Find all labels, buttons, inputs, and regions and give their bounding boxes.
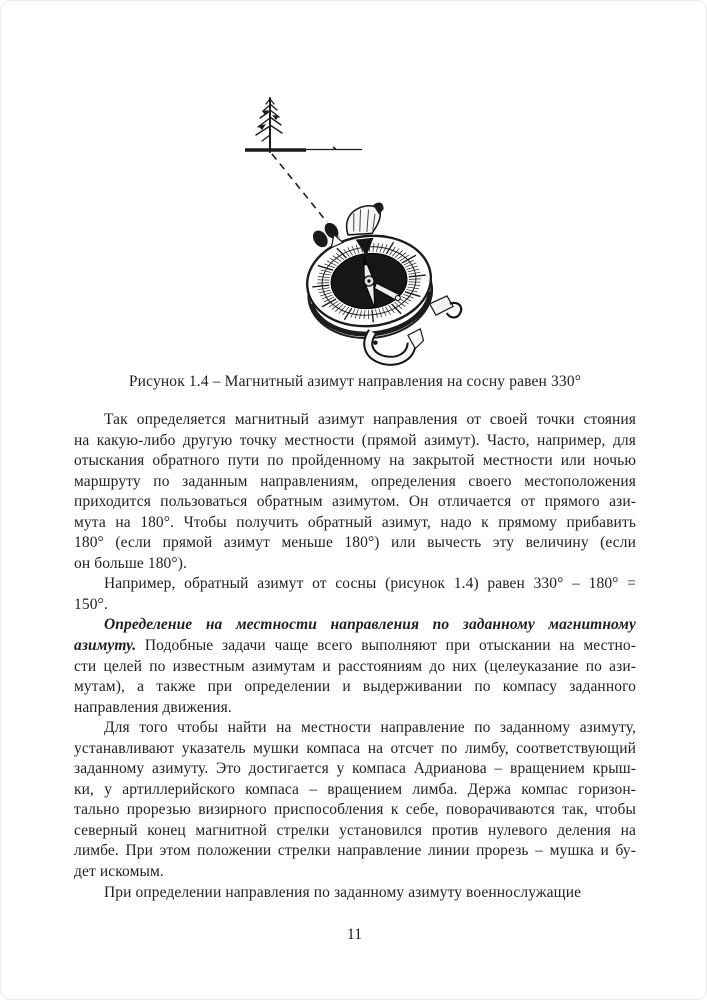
paragraph	[74, 574, 636, 615]
text-line: на какую-либо другую точку местности (прямой азимут). Часто, например, для	[74, 431, 636, 449]
paragraph	[74, 883, 636, 904]
text-line: сти целей по известным азимутам и расстояниям до них (целеуказание по ази-	[74, 657, 636, 675]
text-line: направления движения.	[74, 698, 232, 716]
text-line: ки, у артиллерийского компаса – вращением лимба. Держа компас горизон-	[74, 780, 636, 798]
body-text	[74, 410, 636, 903]
text-line: заданному азимуту. Это достигается у компаса Адрианова – вращением крыш-	[74, 760, 636, 778]
adrianov-compass-icon	[299, 195, 466, 369]
horizon-line	[245, 147, 362, 150]
paragraph	[74, 615, 636, 718]
text-line: Для того чтобы найти на местности направление по заданному азимуту,	[104, 719, 636, 737]
text-line: мута на 180°. Чтобы получить обратный азимут, надо к прямому прибавить	[74, 513, 636, 531]
text-line: он больше 180°).	[74, 554, 187, 572]
text-line: тально прорезью визирного приспособления к себе, поворачиваются так, чтобы	[74, 801, 636, 819]
text-line: северный конец магнитной стрелки установился против нулевого деления на	[74, 821, 636, 839]
text-line: лимбе. При этом положении стрелки направление линии прорезь – мушка и бу-	[74, 842, 636, 860]
text-line: Так определяется магнитный азимут направления от своей точки стояния	[104, 411, 636, 428]
text-line: мутам), а также при определении и выдерживании по компасу заданного	[74, 678, 636, 696]
text-line: приходится пользоваться обратным азимутом. Он отличается от прямого ази-	[74, 493, 636, 511]
text-line: При определении направления по заданному азимуту военнослужащие	[104, 883, 582, 901]
text-line: 180° (если прямой азимут меньше 180°) или вычесть эту величину (если	[74, 534, 636, 552]
figure-azimuth-illustration	[229, 84, 479, 384]
figure-caption: Рисунок 1.4 – Магнитный азимут направления на сосну равен 330°	[128, 373, 582, 390]
paragraph	[74, 718, 636, 882]
text-line: устанавливают указатель мушки компаса на отсчет по лимбу, соответствующий	[74, 739, 636, 757]
text-line: азимуту. Подобные задачи чаще всего выполняют при отыскании на местно-	[74, 637, 636, 655]
text-line: Например, обратный азимут от сосны (рисунок 1.4) равен 330° – 180° =	[104, 575, 636, 593]
paragraph	[74, 410, 636, 574]
side-hinge	[429, 295, 462, 320]
text-line: 150°.	[74, 595, 108, 613]
rear-sight-flap	[344, 202, 386, 236]
page-number: 11	[347, 926, 362, 943]
text-line: маршруту по заданным направлениям, определения своего местоположения	[74, 472, 636, 490]
text-line: отыскания обратного пути по пройденному на закрытой местности или ночью	[74, 452, 636, 470]
pine-tree-icon	[256, 98, 282, 152]
text-line: Определение на местности направления по заданному магнитному	[104, 616, 636, 634]
text-line: дет искомым.	[74, 863, 164, 881]
